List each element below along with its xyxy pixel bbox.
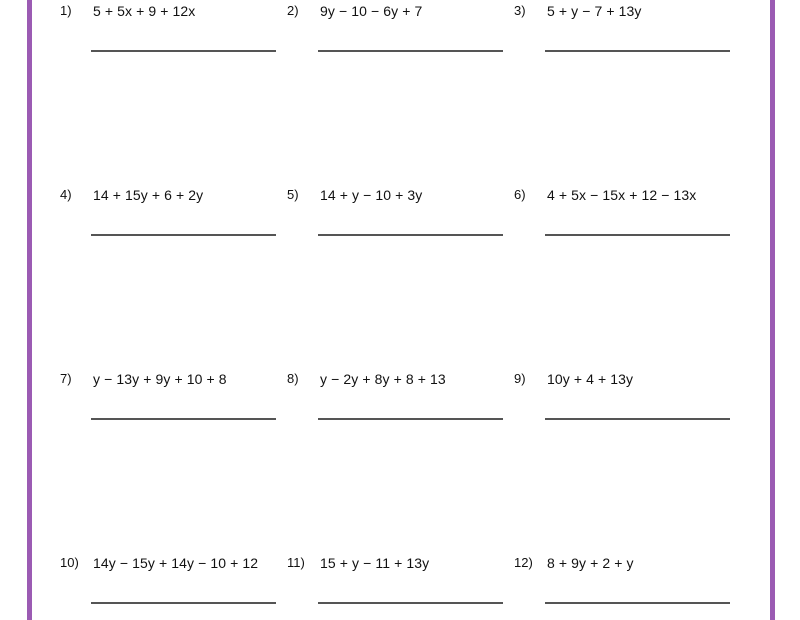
problem-expression: 4 + 5x − 15x + 12 − 13x	[547, 187, 697, 203]
problem-number: 12)	[514, 555, 533, 570]
problem-number: 6)	[514, 187, 526, 202]
problem-expression: 5 + y − 7 + 13y	[547, 3, 642, 19]
problem-12	[514, 552, 741, 620]
problem-number: 2)	[287, 3, 299, 18]
answer-line[interactable]	[545, 50, 730, 52]
problem-number: 8)	[287, 371, 299, 386]
problem-number: 10)	[60, 555, 79, 570]
answer-line[interactable]	[318, 418, 503, 420]
problem-1	[60, 0, 287, 184]
answer-line[interactable]	[91, 50, 276, 52]
problem-number: 1)	[60, 3, 72, 18]
problem-expression: 14 + 15y + 6 + 2y	[93, 187, 204, 203]
problem-number: 11)	[287, 555, 305, 570]
problem-8	[287, 368, 514, 552]
answer-line[interactable]	[91, 602, 276, 604]
problem-grid	[60, 0, 750, 620]
problem-expression: 14y − 15y + 14y − 10 + 12	[93, 555, 259, 571]
answer-line[interactable]	[318, 50, 503, 52]
problem-expression: y − 2y + 8y + 8 + 13	[320, 371, 446, 387]
problem-number: 7)	[60, 371, 72, 386]
problem-4	[60, 184, 287, 368]
problem-expression: y − 13y + 9y + 10 + 8	[93, 371, 227, 387]
problem-number: 3)	[514, 3, 526, 18]
problem-number: 4)	[60, 187, 72, 202]
page-border-right	[770, 0, 775, 620]
problem-expression: 14 + y − 10 + 3y	[320, 187, 423, 203]
problem-11	[287, 552, 514, 620]
problem-3	[514, 0, 741, 184]
answer-line[interactable]	[91, 418, 276, 420]
problem-10	[60, 552, 287, 620]
problem-2	[287, 0, 514, 184]
problem-7	[60, 368, 287, 552]
problem-6	[514, 184, 741, 368]
problem-number: 9)	[514, 371, 526, 386]
problem-number: 5)	[287, 187, 299, 202]
answer-line[interactable]	[318, 234, 503, 236]
answer-line[interactable]	[91, 234, 276, 236]
problem-expression: 8 + 9y + 2 + y	[547, 555, 634, 571]
answer-line[interactable]	[545, 418, 730, 420]
problem-5	[287, 184, 514, 368]
problem-expression: 5 + 5x + 9 + 12x	[93, 3, 196, 19]
answer-line[interactable]	[318, 602, 503, 604]
page-border-left	[27, 0, 32, 620]
problem-9	[514, 368, 741, 552]
problem-expression: 9y − 10 − 6y + 7	[320, 3, 423, 19]
problem-expression: 15 + y − 11 + 13y	[320, 555, 430, 571]
problem-expression: 10y + 4 + 13y	[547, 371, 634, 387]
answer-line[interactable]	[545, 602, 730, 604]
answer-line[interactable]	[545, 234, 730, 236]
